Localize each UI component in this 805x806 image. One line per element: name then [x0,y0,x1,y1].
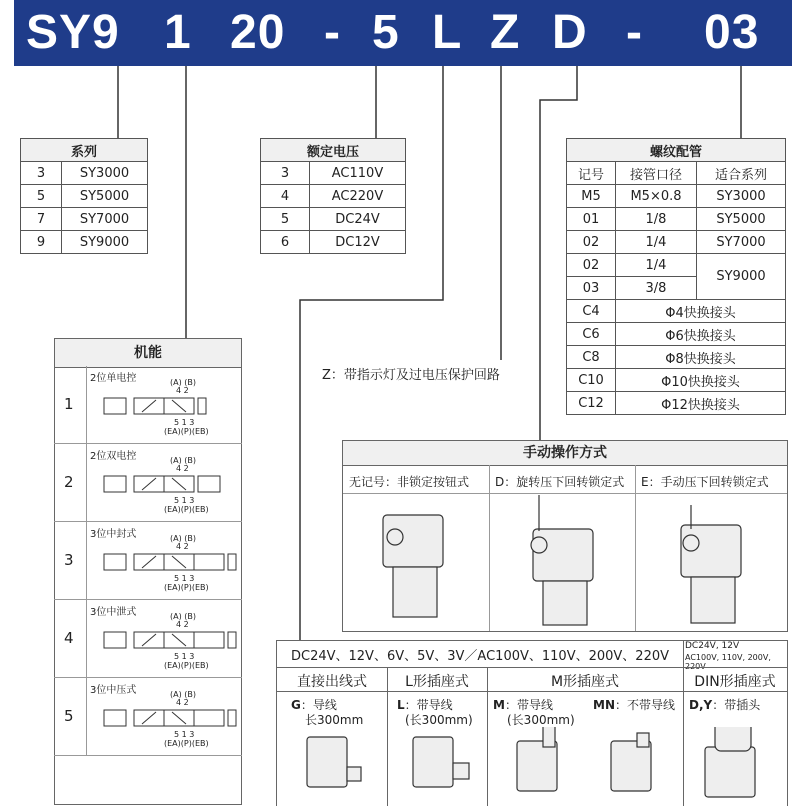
type-din: DIN形插座式 [694,674,776,690]
manual-operation-box [342,440,788,632]
thread-series: SY9000 [697,254,786,300]
thread-size: 1/8 [616,208,697,231]
valve-symbol-icon [94,474,238,496]
manual-illustrations [343,495,787,629]
thread-size: Φ8快换接头 [616,346,786,369]
function-number: 2 [64,473,74,491]
type-direct: 直接出线式 [297,674,367,690]
voltage-table [260,138,406,254]
thread-code: C10 [567,369,616,392]
l-plug-icon [453,763,469,779]
code-dash-1: - [324,6,341,59]
valve-symbol-icon [94,630,238,652]
series-value: SY9000 [62,231,148,254]
thread-size: Φ4快换接头 [616,300,786,323]
g-option: G：导线 [291,698,337,712]
thread-series: SY3000 [697,185,786,208]
voltage-title: 额定电压 [261,139,406,162]
push-button-icon [387,529,403,545]
manual-option-d: D：旋转压下回转锁定式 [495,475,625,489]
port-bottom: (EA)(P)(EB) [164,583,209,592]
thread-size: M5×0.8 [616,185,697,208]
series-title: 系列 [21,139,148,162]
voltage-code: 5 [261,208,310,231]
m-plug-icon [543,727,555,747]
din-voltage-1: DC24V, 12V [685,641,740,651]
l-option: L：带导线 [397,698,453,712]
port-bottom-num: 5 1 3 [174,496,195,505]
thread-code: M5 [567,185,616,208]
function-number: 5 [64,707,74,725]
code-body: 20 [230,6,286,59]
valve-symbol-icon [94,708,238,730]
function-number: 4 [64,629,74,647]
function-desc: 3位中泄式 [90,607,137,618]
port-top-num: 4 2 [176,464,189,473]
d-option: D,Y：带插头 [689,698,761,712]
voltage-value: DC24V [310,208,406,231]
thread-header: 接管口径 [616,162,697,185]
function-row [54,678,242,756]
indicator-note: Z：带指示灯及过电压保护回路 [322,368,500,383]
thread-header: 适合系列 [697,162,786,185]
thread-size: Φ6快换接头 [616,323,786,346]
manual-option-none: 无记号：非锁定按钮式 [349,475,470,489]
thread-series: SY5000 [697,208,786,231]
valve-symbol-icon [94,396,238,418]
port-top-num: 4 2 [176,620,189,629]
function-title: 机能 [55,339,241,368]
port-top-num: 4 2 [176,698,189,707]
code-function: 1 [164,6,192,59]
thread-size: 1/4 [616,254,697,277]
mn-option: MN：不带导线 [593,698,675,712]
code-voltage: 5 [372,6,400,59]
port-bottom: (EA)(P)(EB) [164,505,209,514]
voltage-value: AC220V [310,185,406,208]
type-m: M形插座式 [550,674,620,690]
coil-icon [307,737,347,787]
function-desc: 2位双电控 [90,451,137,462]
m-length: (长300mm) [507,713,575,727]
port-top: (A) (B) [170,534,196,543]
port-top: (A) (B) [170,456,196,465]
g-length: 长300mm [305,713,364,727]
function-desc: 2位单电控 [90,373,137,384]
thread-size: 1/4 [616,231,697,254]
series-code: 5 [21,185,62,208]
port-bottom: (EA)(P)(EB) [164,661,209,670]
rotary-button-icon [531,537,547,553]
connection-illustrations [277,727,787,806]
thread-title: 螺纹配管 [567,139,786,162]
manual-option-e: E：手动压下回转锁定式 [641,475,769,489]
port-bottom: (EA)(P)(EB) [164,739,209,748]
function-row [54,522,242,600]
port-top: (A) (B) [170,378,196,387]
thread-size: 3/8 [616,277,697,300]
port-bottom-num: 5 1 3 [174,418,195,427]
thread-code: C4 [567,300,616,323]
voltage-value: AC110V [310,162,406,185]
series-value: SY3000 [62,162,148,185]
port-top-num: 4 2 [176,542,189,551]
connection-box [276,640,788,806]
series-table [20,138,148,254]
wire-icon [347,767,361,781]
code-manual: D [552,6,588,59]
thread-header: 记号 [567,162,616,185]
thread-series: SY7000 [697,231,786,254]
voltage-code: 3 [261,162,310,185]
series-value: SY5000 [62,185,148,208]
connection-voltage: DC24V、12V、6V、5V、3V／AC100V、110V、200V、220V [290,649,670,664]
manual-title: 手动操作方式 [343,441,787,466]
thread-code: 03 [567,277,616,300]
code-indicator: Z [490,6,521,59]
series-code: 9 [21,231,62,254]
thread-code: 01 [567,208,616,231]
code-thread: 03 [704,6,760,59]
function-row [54,600,242,678]
function-row [54,444,242,522]
function-desc: 3位中压式 [90,685,137,696]
voltage-value: DC12V [310,231,406,254]
thread-size: Φ12快换接头 [616,392,786,415]
thread-code: C12 [567,392,616,415]
voltage-code: 6 [261,231,310,254]
thread-code: 02 [567,254,616,277]
type-l: L形插座式 [405,674,469,690]
thread-table [566,138,786,415]
lock-button-icon [683,535,699,551]
port-top-num: 4 2 [176,386,189,395]
thread-code: C6 [567,323,616,346]
l-length: (长300mm) [405,713,473,727]
voltage-code: 4 [261,185,310,208]
port-top: (A) (B) [170,612,196,621]
code-dash-2: - [626,6,643,59]
thread-code: 02 [567,231,616,254]
code-connection: L [432,6,463,59]
thread-code: C8 [567,346,616,369]
series-code: 3 [21,162,62,185]
code-series: SY9 [26,6,120,59]
din-plug-icon [715,727,751,751]
series-code: 7 [21,208,62,231]
function-row [54,366,242,444]
function-number: 1 [64,395,74,413]
port-top: (A) (B) [170,690,196,699]
function-number: 3 [64,551,74,569]
function-desc: 3位中封式 [90,529,137,540]
thread-size: Φ10快换接头 [616,369,786,392]
series-value: SY7000 [62,208,148,231]
port-bottom: (EA)(P)(EB) [164,427,209,436]
valve-symbol-icon [94,552,238,574]
port-bottom-num: 5 1 3 [174,574,195,583]
port-bottom-num: 5 1 3 [174,730,195,739]
port-bottom-num: 5 1 3 [174,652,195,661]
m-option: M：带导线 [493,698,553,712]
din-voltage-2: AC100V, 110V, 200V, [685,653,771,662]
